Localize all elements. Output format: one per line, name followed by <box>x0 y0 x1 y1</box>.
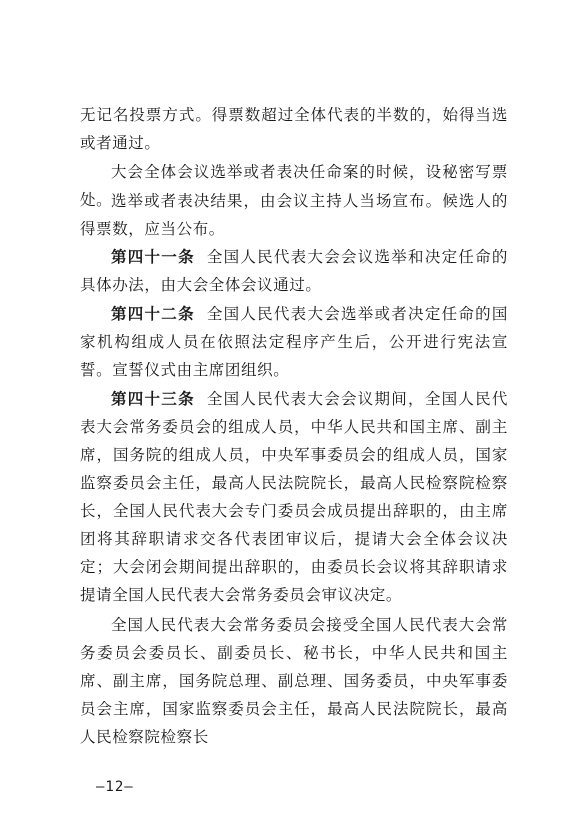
paragraph-text: 全国人民代表大会常务委员会接受全国人民代表大会常务委员会委员长、副委员长、秘书长，中华人民共和国主席、副主席，国务院总理、副总理、国务委员，中央军事委员会主席，国家监察委员会主任，最高人民法院院长，最高人民检察院检察长 <box>80 616 508 746</box>
page-number: —12— <box>96 779 134 795</box>
paragraph-text: 大会全体会议选举或者表决任命案的时候，设秘密写票处。 <box>80 163 508 209</box>
article-number: 第四十一条 <box>111 247 195 266</box>
paragraph-continuation <box>80 101 508 157</box>
article-text: 全国人民代表大会会议期间，全国人民代表大会常务委员会的组成人员，中华人民共和国主席、副主席，国务院的组成人员，中央军事委员会的组成人员，国家监察委员会主任，最高人民法院院长，最高人民检察院检察长，全国人民代表大会专门委员会成员提出辞职的，由主席团将其辞职请求交各代表团审议后，提请大会全体会议决定；大会闭会期间提出辞职的，由委员长会议将其辞职请求提请全国人民代表大会常务委员会审议决定。 <box>80 390 508 604</box>
article-text: 全国人民代表大会选举或者决定任命的国家机构组成人员在依照法定程序产生后，公开进行宪法宣誓。宣誓仪式由主席团组织。 <box>80 305 508 379</box>
article-42 <box>80 300 508 384</box>
paragraph-results <box>80 187 508 243</box>
article-text: 全国人民代表大会会议选举和决定任命的具体办法，由大会全体会议通过。 <box>80 248 508 294</box>
paragraph-resignation-acceptance <box>80 611 508 751</box>
article-41 <box>80 243 508 299</box>
article-43 <box>80 385 508 609</box>
article-number: 第四十二条 <box>111 304 195 323</box>
paragraph-text: 选举或者表决结果，由会议主持人当场宣布。候选人的得票数，应当公布。 <box>80 192 508 238</box>
paragraph-text: 无记名投票方式。得票数超过全体代表的半数的，始得当选或者通过。 <box>80 106 508 152</box>
article-number: 第四十三条 <box>111 389 195 408</box>
